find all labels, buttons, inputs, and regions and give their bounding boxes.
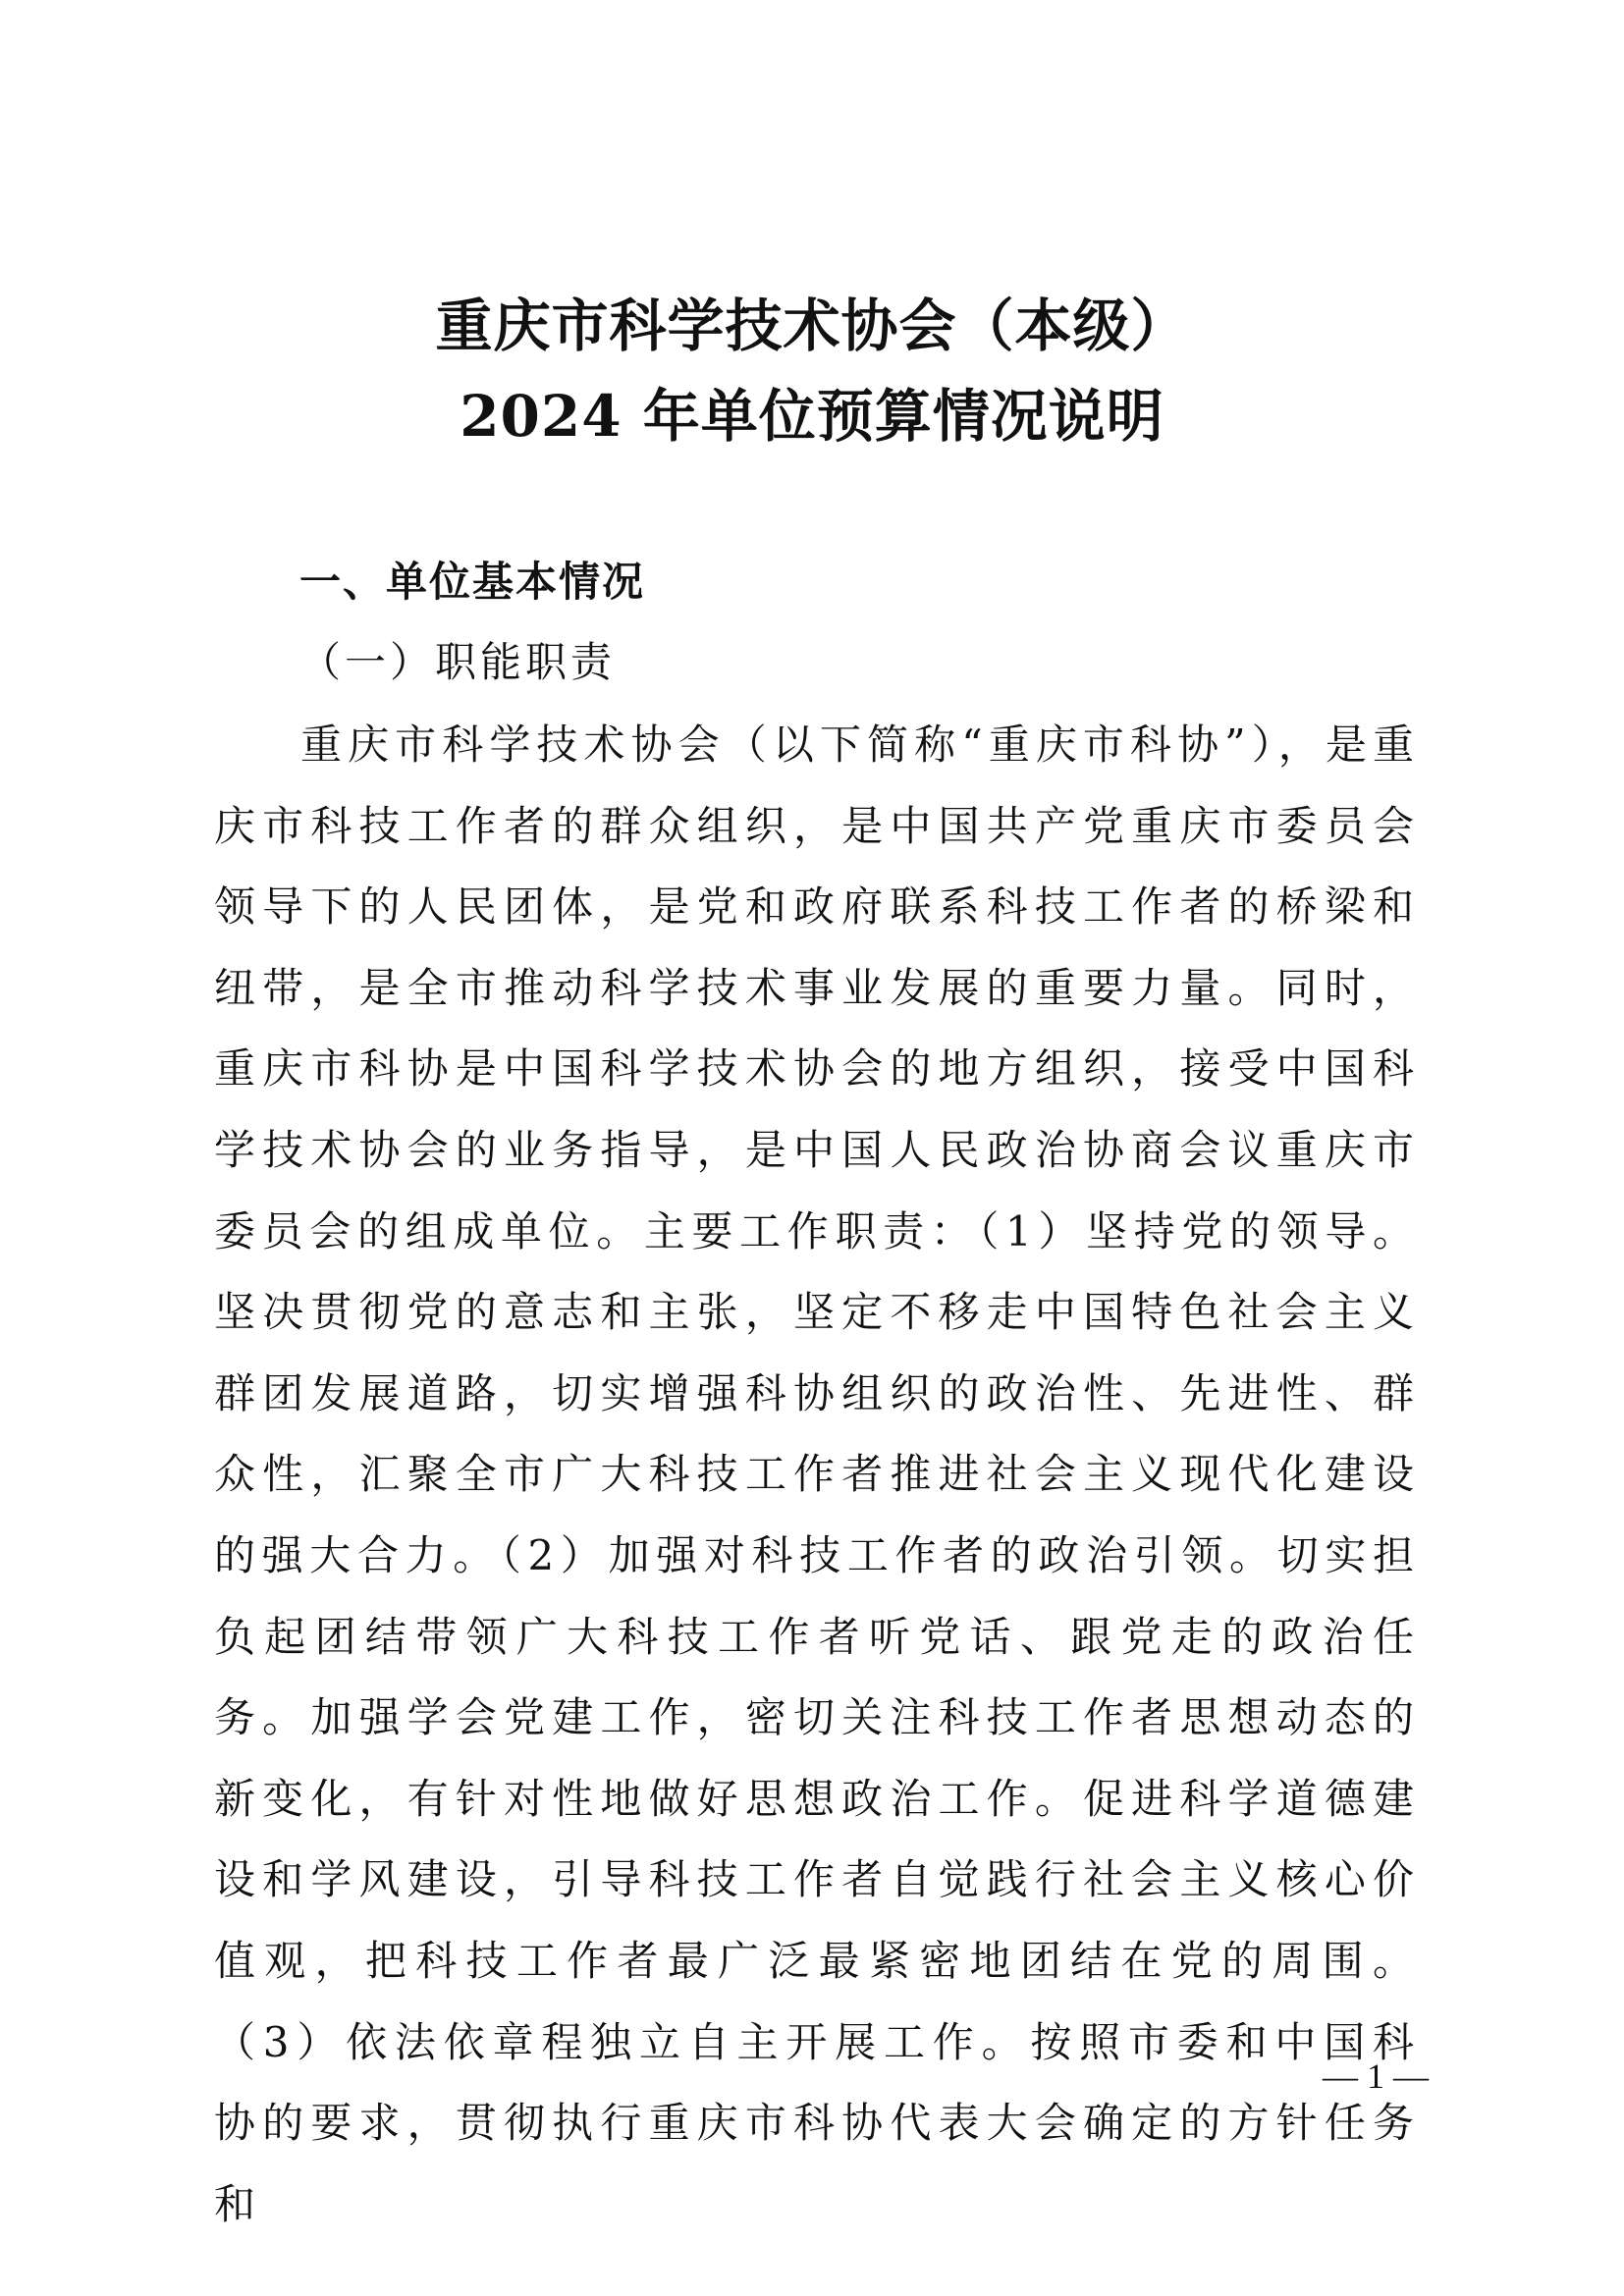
subsection-heading: （一）职能职责	[299, 638, 617, 686]
document-title-line1: 重庆市科学技术协会（本级）	[435, 293, 1189, 359]
page-number: — 1 —	[1323, 2056, 1429, 2096]
document-title-line2: 2024 年单位预算情况说明	[460, 383, 1164, 450]
body-paragraph: 重庆市科学技术协会（以下简称“重庆市科协”），是重庆市科技工作者的群众组织，是中国共产党重庆市委员会领导下的人民团体，是党和政府联系科技工作者的桥梁和纽带，是全市推动科学技术事业发展的重要力量。同时，重庆市科协是中国科学技术协会的地方组织，接受中国科学技术协会的业务指导，是中国人民政治协商会议重庆市委员会的组成单位。主要工作职责：（1）坚持党的领导。坚决贯彻党的意志和主张，坚定不移走中国特色社会主义群团发展道路，切实增强科协组织的政治性、先进性、群众性，汇聚全市广大科技工作者推进社会主义现代化建设的强大合力。（2）加强对科技工作者的政治引领。切实担负起团结带领广大科技工作者听党话、跟党走的政治任务。加强学会党建工作，密切关注科技工作者思想动态的新变化，有针对性地做好思想政治工作。促进科学道德建设和学风建设，引导科技工作者自觉践行社会主义核心价值观，把科技工作者最广泛最紧密地团结在党的周围。（3）依法依章程独立自主开展工作。按照市委和中国科协的要求，贯彻执行重庆市科协代表大会确定的方针任务和	[214, 721, 1420, 2228]
section-heading: 一、单位基本情况	[299, 558, 646, 606]
